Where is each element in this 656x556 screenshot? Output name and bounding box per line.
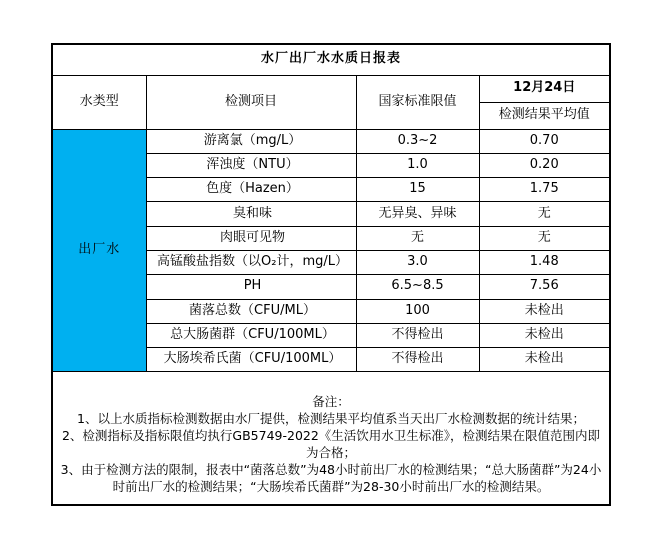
header-test-item: 检测项目 <box>146 75 356 129</box>
limit-cell: 15 <box>356 178 479 202</box>
note-line: 1、以上水质指标检测数据由水厂提供，检测结果平均值系当天出厂水检测数据的统计结果； <box>77 411 585 427</box>
item-cell: 臭和味 <box>146 202 356 226</box>
item-cell: 肉眼可见物 <box>146 226 356 250</box>
limit-cell: 无异臭、异味 <box>356 202 479 226</box>
notes-section <box>52 372 610 505</box>
header-avg-result: 检测结果平均值 <box>479 102 610 129</box>
water-category-cell: 出厂水 <box>52 129 146 372</box>
result-cell: 未检出 <box>479 299 610 323</box>
result-cell: 0.70 <box>479 129 610 153</box>
result-cell: 1.75 <box>479 178 610 202</box>
notes-label: 备注： <box>312 394 350 410</box>
limit-cell: 3.0 <box>356 250 479 274</box>
item-cell: 浑浊度（NTU） <box>146 153 356 177</box>
item-cell: 总大肠菌群（CFU/100ML） <box>146 323 356 347</box>
limit-cell: 0.3~2 <box>356 129 479 153</box>
limit-cell: 100 <box>356 299 479 323</box>
result-cell: 未检出 <box>479 348 610 372</box>
result-cell: 无 <box>479 202 610 226</box>
water-quality-report-table <box>51 43 611 506</box>
table-row <box>52 129 610 153</box>
limit-cell: 1.0 <box>356 153 479 177</box>
title-row <box>52 44 610 75</box>
result-cell: 无 <box>479 226 610 250</box>
result-cell: 1.48 <box>479 250 610 274</box>
limit-cell: 不得检出 <box>356 348 479 372</box>
item-cell: 高锰酸盐指数（以O₂计，mg/L） <box>146 250 356 274</box>
note-line: 2、检测指标及指标限值均执行GB5749-2022《生活饮用水卫生标准》，检测结果在限值范围内即为合格； <box>61 428 601 461</box>
header-water-type: 水类型 <box>52 75 146 129</box>
notes-row <box>52 372 610 505</box>
item-cell: 大肠埃希氏菌（CFU/100ML） <box>146 348 356 372</box>
note-line: 3、由于检测方法的限制，报表中“菌落总数”为48小时前出厂水的检测结果；“总大肠菌群”为24小时前出厂水的检测结果；“大肠埃希氏菌群”为28-30小时前出厂水的检测结果。 <box>60 462 602 495</box>
result-cell: 未检出 <box>479 323 610 347</box>
item-cell: PH <box>146 275 356 299</box>
item-cell: 游离氯（mg/L） <box>146 129 356 153</box>
item-cell: 色度（Hazen） <box>146 178 356 202</box>
header-national-limit: 国家标准限值 <box>356 75 479 129</box>
result-cell: 7.56 <box>479 275 610 299</box>
limit-cell: 6.5~8.5 <box>356 275 479 299</box>
report-title: 水厂出厂水水质日报表 <box>52 44 610 75</box>
limit-cell: 无 <box>356 226 479 250</box>
header-row-1 <box>52 75 610 102</box>
item-cell: 菌落总数（CFU/ML） <box>146 299 356 323</box>
header-date: 12月24日 <box>479 75 610 102</box>
limit-cell: 不得检出 <box>356 323 479 347</box>
result-cell: 0.20 <box>479 153 610 177</box>
